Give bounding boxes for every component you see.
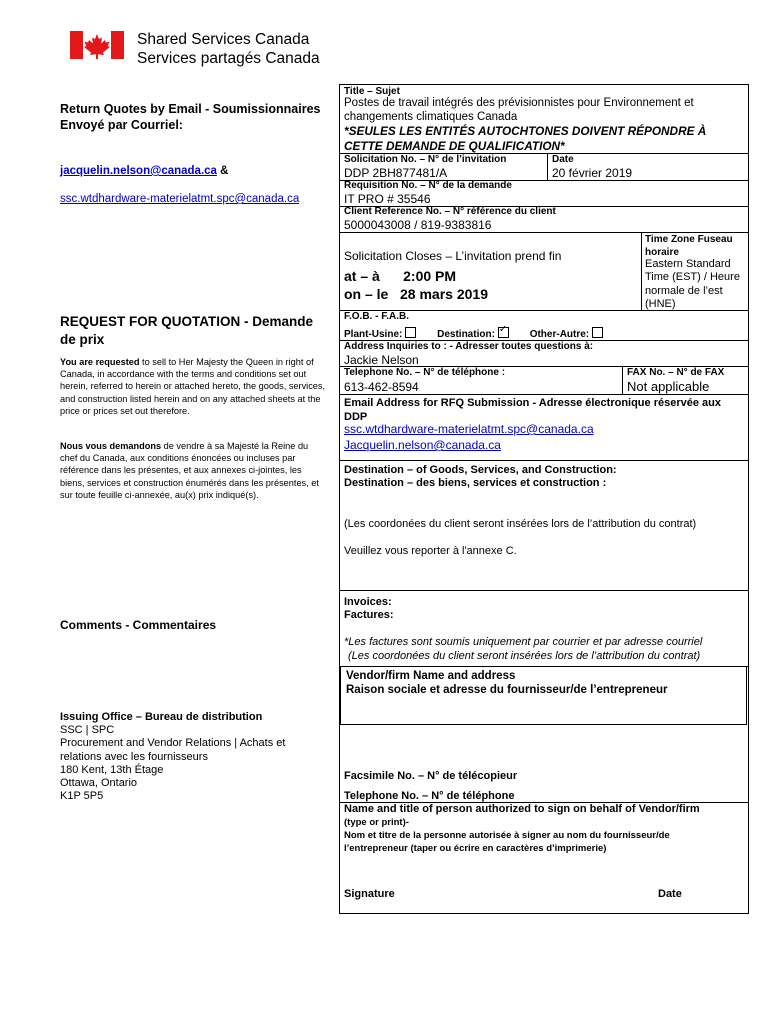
phone-value: 613-462-8594 xyxy=(344,380,419,394)
plant-usine-checkbox[interactable] xyxy=(405,327,416,338)
email-link-1[interactable]: jacquelin.nelson@canada.ca xyxy=(60,165,217,177)
vendor-label-en: Vendor/firm Name and address xyxy=(346,670,516,682)
col-divider xyxy=(547,153,548,180)
rfq-fr-text: de vendre à sa Majesté la Reine du chef du Canada, aux conditions énoncées ou incluses par référence dans les présentes, et aux annexes ci-jointes, les biens, services et construction énumérés dans les présentes, et sur toute feuille ci-annexée, au(x) prix indiqué(s). xyxy=(60,441,319,500)
issuing-line: 180 Kent, 13th Étage xyxy=(60,763,164,776)
fob-label: F.O.B. - F.A.B. xyxy=(344,311,409,322)
client-ref-label: Client Reference No. – N° référence du client xyxy=(344,206,556,217)
title-value: Postes de travail intégrés des prévisionnistes pour Environnement et changements climatiques Canada xyxy=(344,97,694,123)
date-label: Date xyxy=(552,154,574,165)
plant-usine-label: Plant-Usine: xyxy=(344,329,403,340)
canada-flag-logo xyxy=(70,31,124,59)
invoices-note: *Les factures sont soumis uniquement par courrier et par adresse courriel xyxy=(344,636,703,648)
vendor-phone-field[interactable] xyxy=(540,788,740,802)
destination-note: (Les coordonées du client seront insérées lors de l’attribution du contrat) xyxy=(344,518,697,530)
inquiries-value: Jackie Nelson xyxy=(344,353,419,367)
row-divider xyxy=(340,394,748,395)
destination-annex-note: Veuillez vous reporter à l'annexe C. xyxy=(344,545,517,557)
date-value: 20 février 2019 xyxy=(552,166,633,180)
destination-label: Destination: xyxy=(437,329,495,340)
other-autre-checkbox[interactable] xyxy=(592,327,603,338)
department-name-fr: Services partagés Canada xyxy=(137,50,320,67)
fax-label: FAX No. – N° de FAX xyxy=(627,367,725,378)
issuing-line: Ottawa, Ontario xyxy=(60,777,138,790)
facsimile-field[interactable] xyxy=(540,768,740,782)
ampersand: & xyxy=(220,165,229,177)
destination-goods-label-fr: Destination – des biens, services et construction : xyxy=(344,477,607,489)
vendor-name-field[interactable] xyxy=(344,701,742,721)
vendor-phone-label: Telephone No. – N° de téléphone xyxy=(344,790,515,802)
other-autre-label: Other-Autre: xyxy=(529,329,590,340)
rfq-en-bold: You are requested xyxy=(60,357,140,367)
invoices-client-note: (Les coordonées du client seront insérées lors de l’attribution du contrat) xyxy=(348,650,701,662)
submission-email-link-2[interactable]: Jacquelin.nelson@canada.ca xyxy=(344,438,501,452)
submission-email-link-1[interactable]: ssc.wtdhardware-materielatmt.spc@canada.ca xyxy=(344,422,594,436)
requisition-label: Requisition No. – N° de la demande xyxy=(344,180,512,191)
issuing-line: Procurement and Vendor Relations | Achats et xyxy=(60,737,286,750)
requisition-value: IT PRO # 35546 xyxy=(344,192,431,206)
rfq-form xyxy=(339,84,749,914)
vendor-label-fr: Raison sociale et adresse du fournisseur/de l’entrepreneur xyxy=(346,684,668,696)
invoices-label-fr: Factures: xyxy=(344,609,394,621)
issuing-line: relations avec les fournisseurs xyxy=(60,750,208,763)
rfq-title: REQUEST FOR QUOTATION - Demande de prix xyxy=(60,314,314,347)
col-divider xyxy=(622,366,623,394)
return-quotes-title: Return Quotes by Email - Soumissionnaires Envoyé par Courriel: xyxy=(60,102,321,132)
rfq-french-paragraph xyxy=(60,440,328,501)
rfq-en-text: to sell to Her Majesty the Queen in right of Canada, in accordance with the terms and conditions set out herein, referred to herein or attached hereto, the goods, services, and construction listed herein and on any attached sheets at the price or prices set out therefore. xyxy=(60,357,326,416)
authorized-name-field[interactable] xyxy=(344,857,742,883)
authorized-label-en: Name and title of person authorized to sign on behalf of Vendor/firm xyxy=(344,803,700,815)
signature-label: Signature xyxy=(344,888,395,900)
department-name-en: Shared Services Canada xyxy=(137,31,310,48)
rfq-fr-bold: Nous vous demandons xyxy=(60,441,162,451)
comments-label: Comments - Commentaires xyxy=(60,618,217,632)
title-note: *SEULES LES ENTITÉS AUTOCHTONES DOIVENT RÉPONDRE À CETTE DEMANDE DE QUALIFICATION* xyxy=(344,124,707,153)
closes-time: at – à 2:00 PM xyxy=(344,268,457,284)
authorized-label-type: (type or print)- xyxy=(344,817,409,828)
closes-label: Solicitation Closes – L’invitation prend fin xyxy=(344,249,562,263)
issuing-line: K1P 5P5 xyxy=(60,790,104,803)
solicitation-value: DDP 2BH877481/A xyxy=(344,166,448,180)
issuing-office-address xyxy=(60,724,328,804)
closes-date: on – le 28 mars 2019 xyxy=(344,286,488,302)
destination-goods-label-en: Destination – of Goods, Services, and Construction: xyxy=(344,464,617,476)
signature-date-label: Date xyxy=(658,888,682,900)
title-label: Title – Sujet xyxy=(344,86,400,97)
issuing-office-title: Issuing Office – Bureau de distribution xyxy=(60,711,263,723)
client-ref-value: 5000043008 / 819-9383816 xyxy=(344,218,492,232)
authorized-label-fr: Nom et titre de la personne autorisée à signer au nom du fournisseur/de l’entrepreneur (taper ou écrire en caractères d’imprimerie) xyxy=(344,830,670,854)
issuing-line: SSC | SPC xyxy=(60,724,115,736)
col-divider xyxy=(641,232,642,310)
inquiries-label: Address Inquiries to : - Adresser toutes questions à: xyxy=(344,341,594,352)
time-zone-label: Time Zone Fuseau horaire xyxy=(645,234,733,258)
phone-label: Telephone No. – N° de téléphone : xyxy=(344,367,506,378)
fax-value: Not applicable xyxy=(627,379,710,394)
invoices-label-en: Invoices: xyxy=(344,596,392,608)
row-divider xyxy=(340,590,748,591)
row-divider xyxy=(340,460,748,461)
destination-checkbox[interactable] xyxy=(498,327,509,338)
email-submission-label: Email Address for RFQ Submission - Adresse électronique réservée aux DDP xyxy=(344,397,721,423)
email-link-2[interactable]: ssc.wtdhardware-materielatmt.spc@canada.ca xyxy=(60,193,300,205)
fob-options xyxy=(344,327,744,341)
solicitation-label: Solicitation No. – N° de l’invitation xyxy=(344,154,507,165)
facsimile-label: Facsimile No. – N° de télécopieur xyxy=(344,770,518,782)
return-email-primary xyxy=(60,165,328,177)
rfq-english-paragraph xyxy=(60,356,328,417)
time-zone-value: Eastern Standard Time (EST) / Heure normale de l’est (HNE) xyxy=(645,258,740,310)
